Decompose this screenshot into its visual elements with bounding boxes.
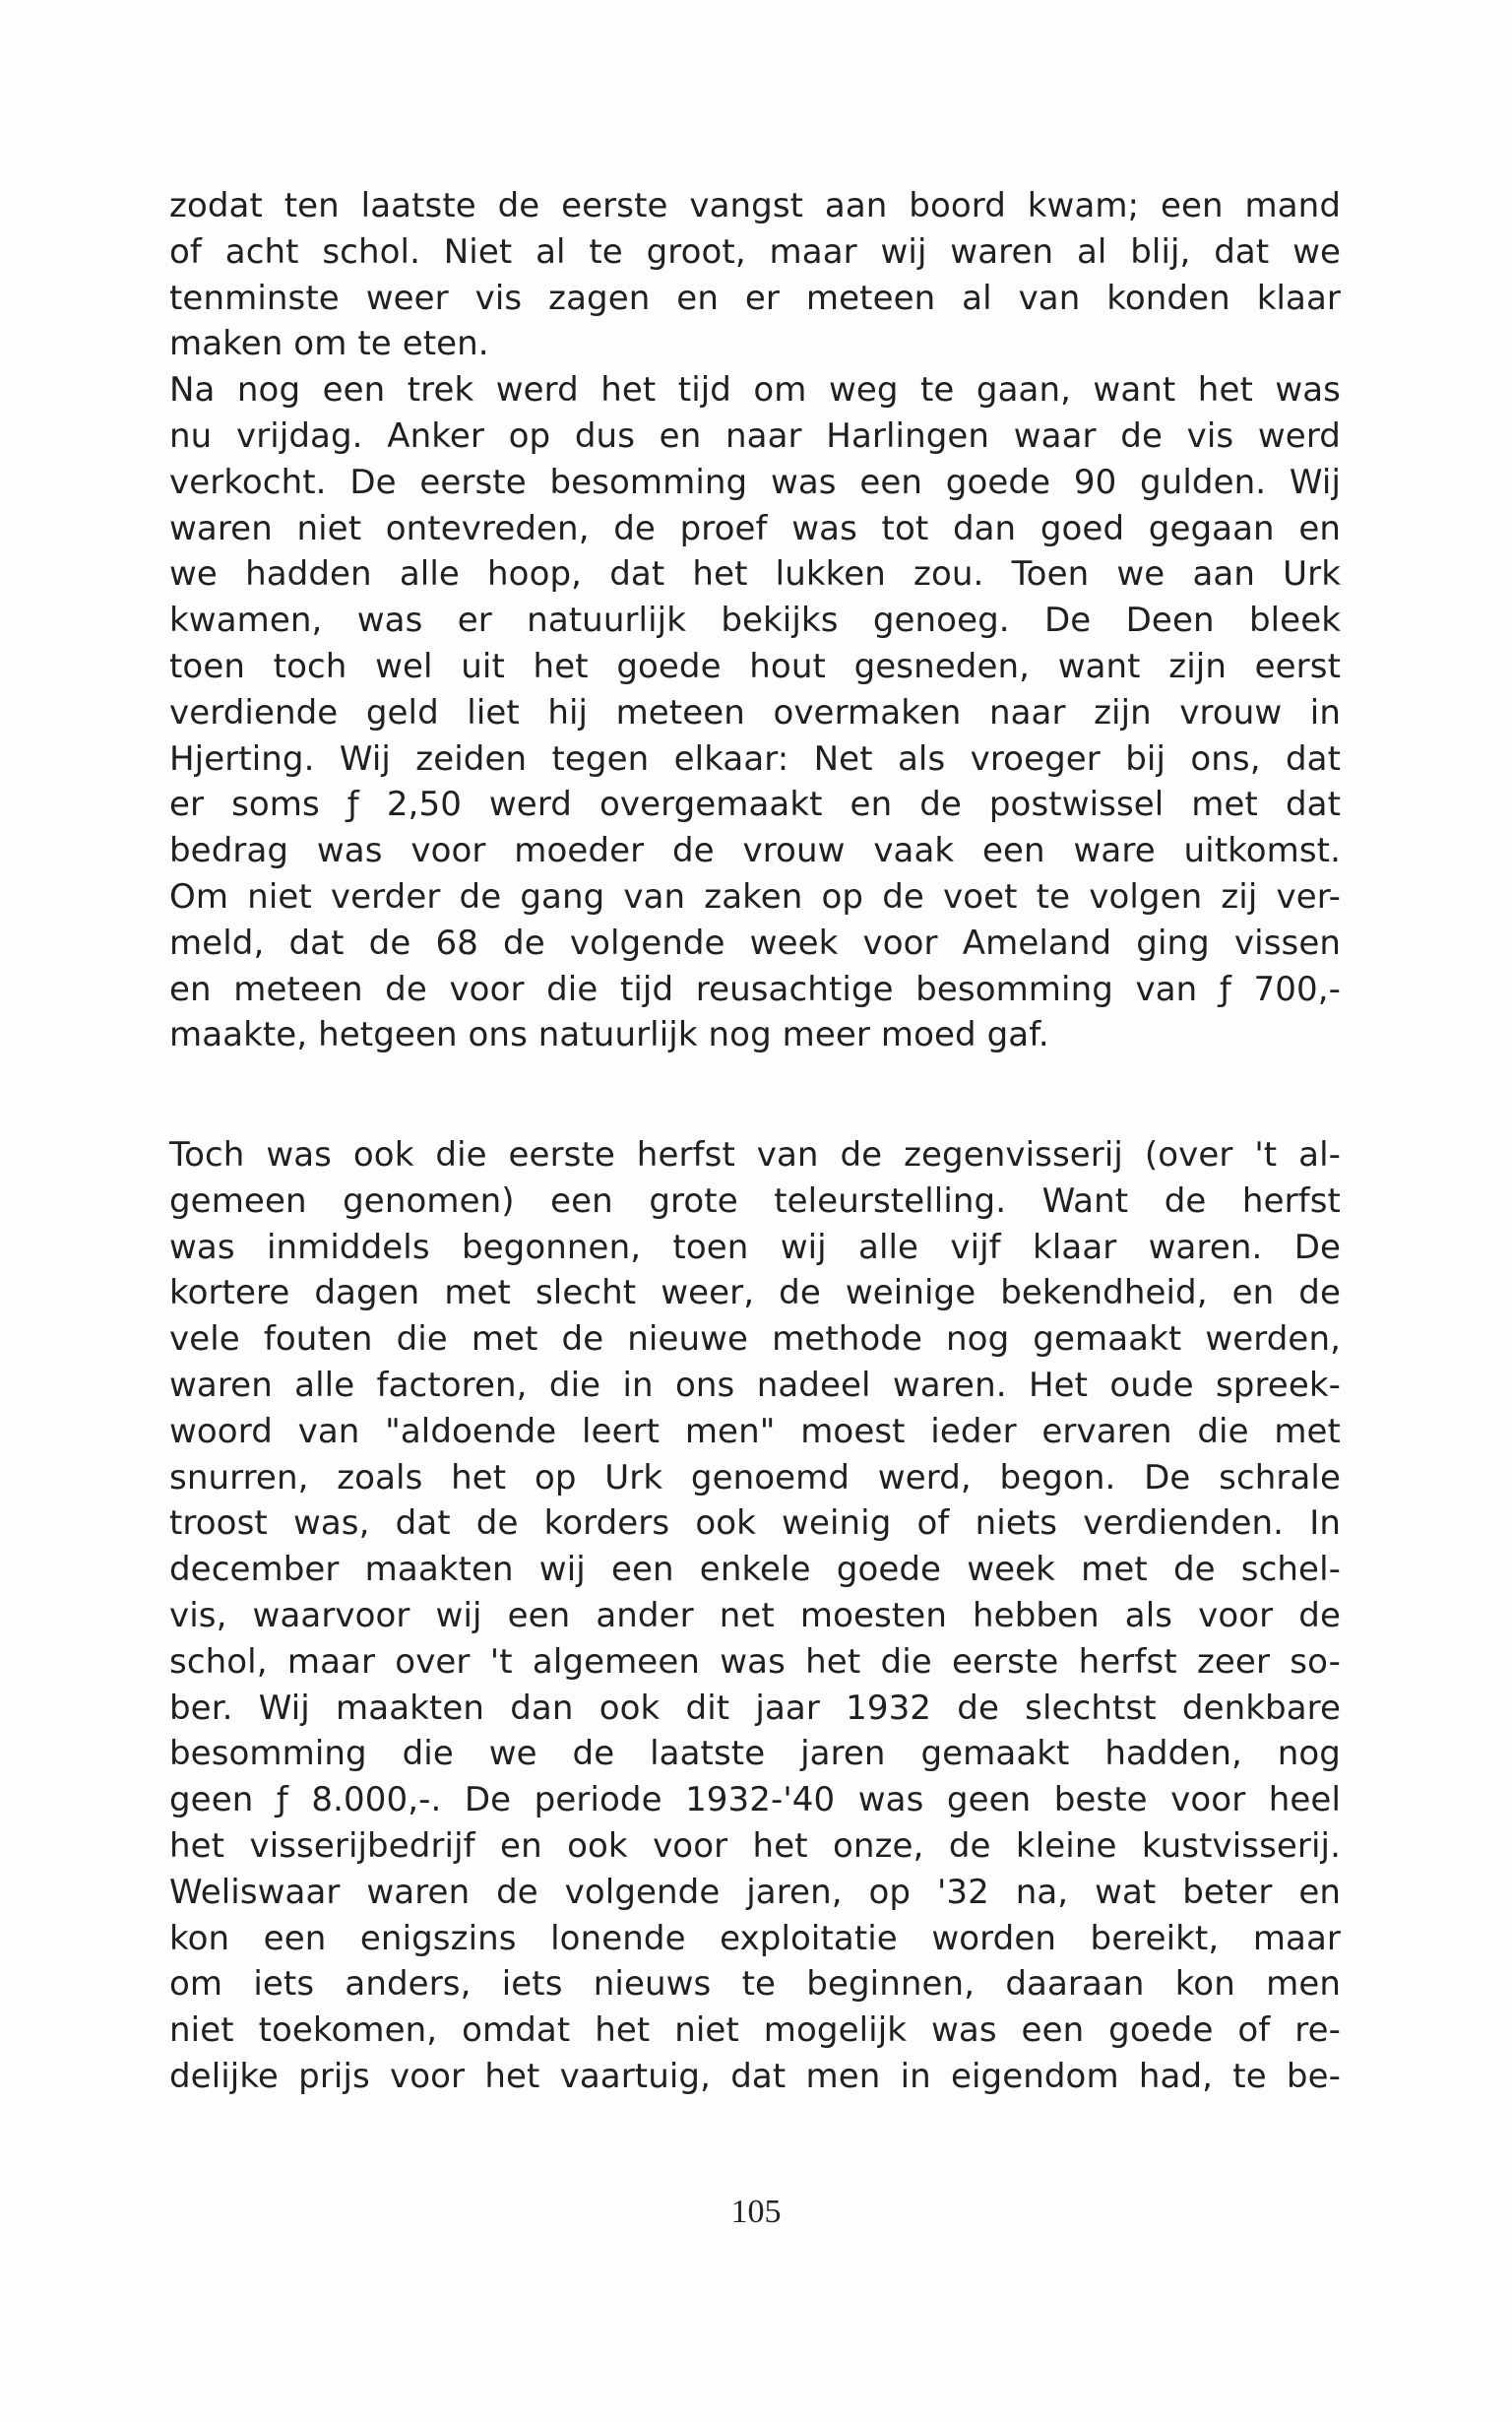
text-line: gemeen genomen) een grote teleurstelling. Want de herfst xyxy=(169,1180,1341,1221)
text-line: er soms ƒ 2,50 werd overgemaakt en de postwissel met dat xyxy=(169,785,1341,825)
paragraph-2 xyxy=(169,1132,1341,2100)
text-line: waren niet ontevreden, de proef was tot dan goed gegaan en xyxy=(169,508,1341,548)
text-line: Toch was ook die eerste herfst van de zegenvisserij (over 't al- xyxy=(169,1135,1341,1175)
text-line: kon een enigszins lonende exploitatie worden bereikt, maar xyxy=(169,1918,1341,1958)
paragraph-1 xyxy=(169,183,1341,1058)
text-line: om iets anders, iets nieuws te beginnen, daaraan kon men xyxy=(169,1964,1341,2005)
text-line: we hadden alle hoop, dat het lukken zou. Toen we aan Urk xyxy=(169,554,1341,595)
text-line: schol, maar over 't algemeen was het die eerste herfst zeer so- xyxy=(169,1641,1341,1682)
text-line: snurren, zoals het op Urk genoemd werd, begon. De schrale xyxy=(169,1457,1341,1498)
text-line: vele fouten die met de nieuwe methode nog gemaakt werden, xyxy=(169,1319,1341,1360)
text-line: vis, waarvoor wij een ander net moesten hebben als voor de xyxy=(169,1595,1341,1635)
text-line: bedrag was voor moeder de vrouw vaak een ware uitkomst. xyxy=(169,831,1341,871)
text-line: verkocht. De eerste besomming was een goede 90 gulden. Wij xyxy=(169,462,1341,502)
text-line: delijke prijs voor het vaartuig, dat men in eigendom had, te be- xyxy=(169,2056,1341,2096)
text-line: ber. Wij maakten dan ook dit jaar 1932 de slechtst denkbare xyxy=(169,1688,1341,1728)
text-line: geen ƒ 8.000,-. De periode 1932-'40 was geen beste voor heel xyxy=(169,1780,1341,1820)
text-line: december maakten wij een enkele goede week met de schel- xyxy=(169,1550,1341,1590)
text-line: kwamen, was er natuurlijk bekijks genoeg. De Deen bleek xyxy=(169,601,1341,641)
text-line: niet toekomen, omdat het niet mogelijk was een goede of re- xyxy=(169,2010,1341,2051)
text-line: toen toch wel uit het goede hout gesneden, want zijn eerst xyxy=(169,646,1341,686)
text-line: en meteen de voor die tijd reusachtige besomming van ƒ 700,- xyxy=(169,969,1341,1009)
text-line: nu vrijdag. Anker op dus en naar Harlingen waar de vis werd xyxy=(169,415,1341,456)
text-line: het visserijbedrijf en ook voor het onze, de kleine kustvisserij. xyxy=(169,1825,1341,1866)
text-line: Weliswaar waren de volgende jaren, op '32 na, wat beter en xyxy=(169,1872,1341,1912)
text-line: of acht schol. Niet al te groot, maar wij waren al blij, dat we xyxy=(169,231,1341,272)
text-line: maken om te eten. xyxy=(169,324,489,364)
text-line: besomming die we de laatste jaren gemaakt hadden, nog xyxy=(169,1734,1341,1774)
text-line: kortere dagen met slecht weer, de weinige bekendheid, en de xyxy=(169,1273,1341,1313)
text-line: tenminste weer vis zagen en er meteen al van konden klaar xyxy=(169,278,1341,318)
text-line: woord van "aldoende leert men" moest ieder ervaren die met xyxy=(169,1411,1341,1451)
text-line: Om niet verder de gang van zaken op de voet te volgen zij ver- xyxy=(169,876,1341,917)
text-line: Na nog een trek werd het tijd om weg te gaan, want het was xyxy=(169,370,1341,411)
text-line: Hjerting. Wij zeiden tegen elkaar: Net als vroeger bij ons, dat xyxy=(169,738,1341,779)
text-line: zodat ten laatste de eerste vangst aan boord kwam; een mand xyxy=(169,186,1341,225)
text-line: troost was, dat de korders ook weinig of niets verdienden. In xyxy=(169,1503,1341,1544)
page-number: 105 xyxy=(730,2194,782,2230)
text-line: was inmiddels begonnen, toen wij alle vijf klaar waren. De xyxy=(169,1227,1341,1267)
text-line: waren alle factoren, die in ons nadeel waren. Het oude spreek- xyxy=(169,1365,1341,1405)
text-line: verdiende geld liet hij meteen overmaken naar zijn vrouw in xyxy=(169,692,1341,733)
text-line: maakte, hetgeen ons natuurlijk nog meer moed gaf. xyxy=(169,1015,1049,1055)
text-line: meld, dat de 68 de volgende week voor Ameland ging vissen xyxy=(169,923,1341,963)
